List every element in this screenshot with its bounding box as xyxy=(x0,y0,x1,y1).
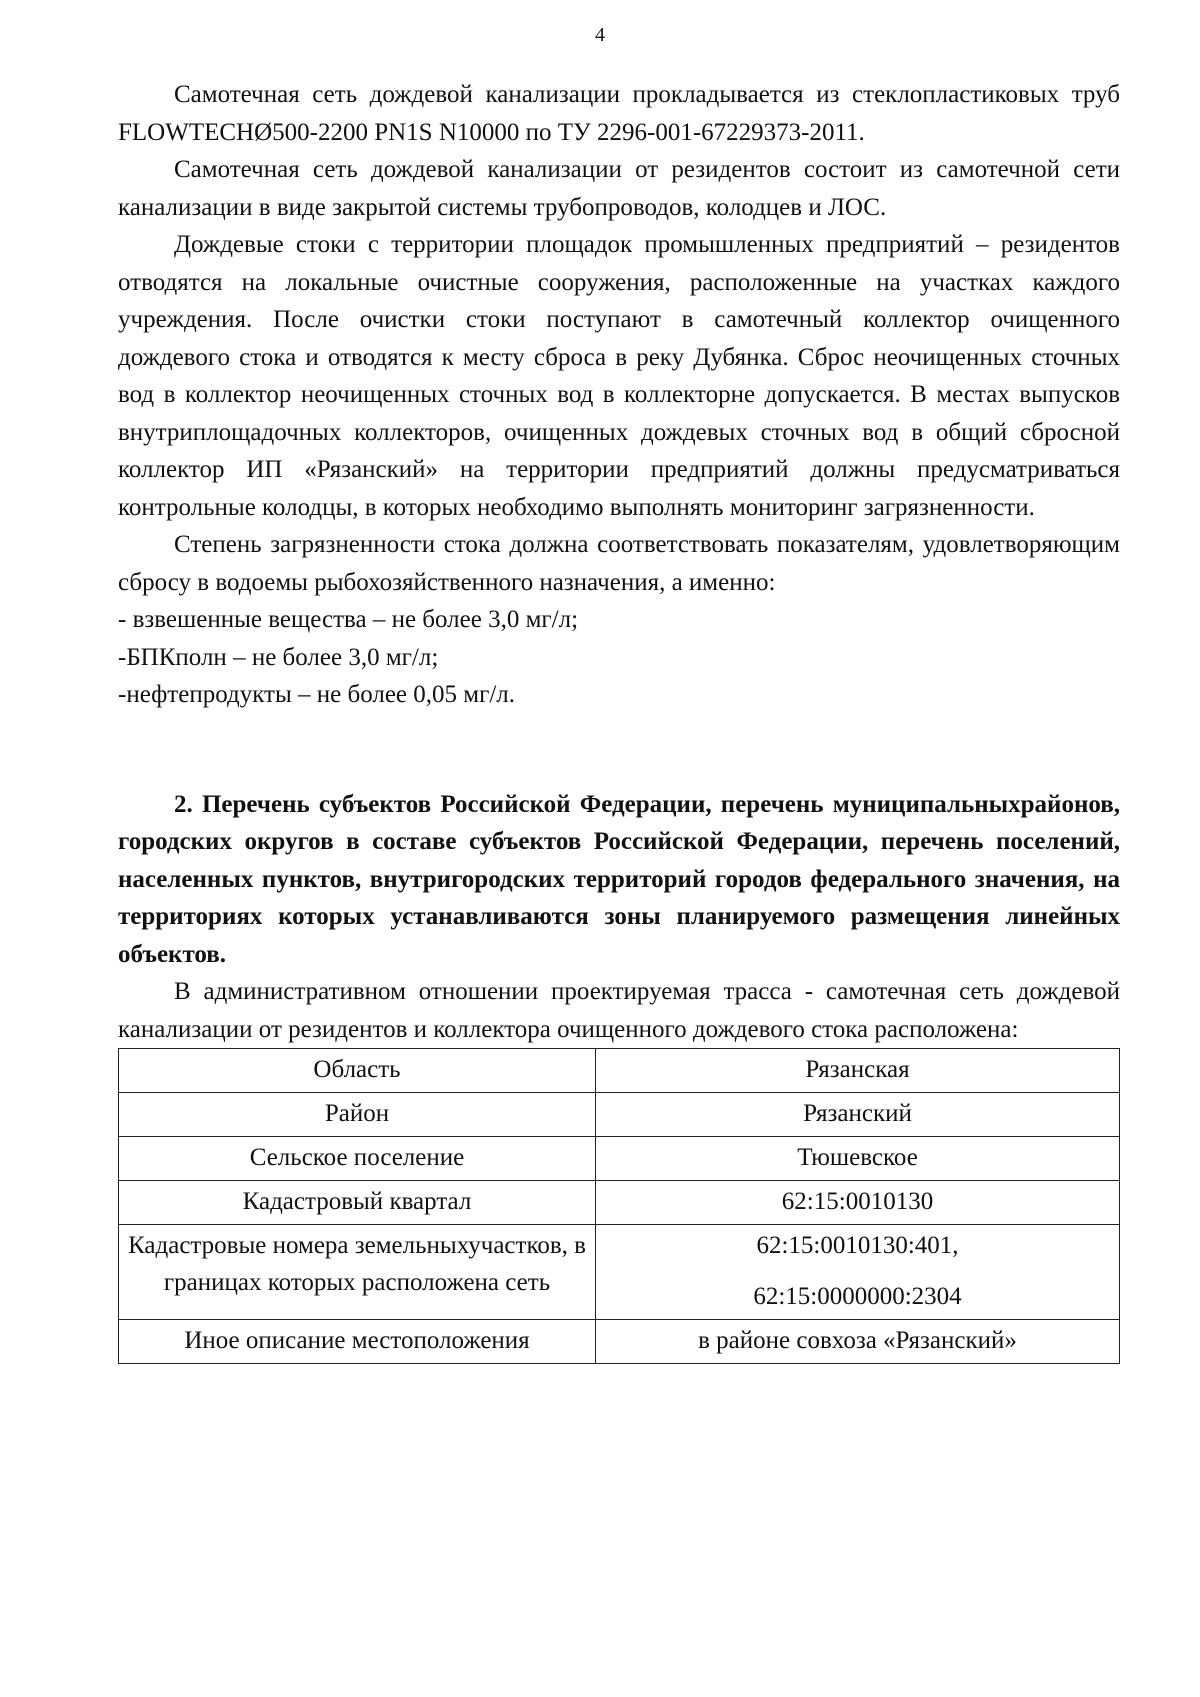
table-label-cell: Сельское поселение xyxy=(119,1137,596,1181)
paragraph-pollution-degree: Степень загрязненности стока должна соответствовать показателям, удовлетворяющим сбросу в водоемы рыбохозяйственного назначения, а именно: xyxy=(118,531,1120,596)
paragraph-pipe-material: Самотечная сеть дождевой канализации прокладывается из стеклопластиковых труб FLOWTECHØ500-2200 PN1S N10000 по ТУ 2296-001-67229373-2011. xyxy=(118,81,1120,146)
table-value-cell xyxy=(596,1320,1120,1364)
table-label-cell: Район xyxy=(119,1093,596,1137)
list-item: - взвешенные вещества – не более 3,0 мг/л; xyxy=(118,606,579,633)
table-row xyxy=(119,1137,1120,1181)
table-value: 62:15:0010130:401, xyxy=(756,1232,959,1259)
table-value: 62:15:0010130 xyxy=(781,1188,934,1215)
table-value: Тюшевское xyxy=(797,1144,918,1171)
table-row xyxy=(119,1181,1120,1225)
table-row xyxy=(119,1320,1120,1364)
pollution-limits-list xyxy=(118,601,1120,714)
paragraph-runoff-treatment: Дождевые стоки с территории площадок промышленных предприятий – резидентов отводятся на локальные очистные сооружения, расположенные на участках каждого учреждения. После очистки стоки поступают в самотечный коллектор очищенного дождевого стока и отводятся к месту сброса в реку Дубянка. Сброс неочищенных сточных вод в коллектор неочищенных сточных вод в коллекторне допускается. В местах выпусков внутриплощадочных коллекторов, очищенных дождевых сточных вод в общий сбросной коллектор ИП «Рязанский» на территории предприятий должны предусматриваться контрольные колодцы, в которых необходимо выполнять мониторинг загрязненности. xyxy=(118,231,1120,521)
table-label-cell: Область xyxy=(119,1049,596,1093)
table-value-cell xyxy=(596,1093,1120,1137)
admin-location-table xyxy=(118,1048,1120,1364)
table-row xyxy=(119,1093,1120,1137)
table-row xyxy=(119,1049,1120,1093)
document-body xyxy=(118,76,1120,1364)
section-heading: 2. Перечень субъектов Российской Федерации, перечень муниципальныхрайонов, городских округов в составе субъектов Российской Федерации, перечень поселений, населенных пунктов, внутригородских территорий городов федерального значения, на территориях которых устанавливаются зоны планируемого размещения линейных объектов. xyxy=(118,790,1120,968)
table-value-cell xyxy=(596,1225,1120,1320)
paragraph-network-composition: Самотечная сеть дождевой канализации от резидентов состоит из самотечной сети канализации в виде закрытой системы трубопроводов, колодцев и ЛОС. xyxy=(118,156,1120,221)
table-label-cell: Иное описание местоположения xyxy=(119,1320,596,1364)
table-value: в районе совхоза «Рязанский» xyxy=(698,1327,1017,1354)
table-value-cell xyxy=(596,1049,1120,1093)
table-row xyxy=(119,1225,1120,1320)
page-number: 4 xyxy=(595,24,605,46)
table-value: Рязанская xyxy=(805,1056,910,1083)
table-label-cell: Кадастровые номера земельныхучастков, в границах которых расположена сеть xyxy=(119,1225,596,1320)
table-value: 62:15:0000000:2304 xyxy=(753,1283,962,1310)
list-item: -БПКполн – не более 3,0 мг/л; xyxy=(118,643,439,671)
table-value: Рязанский xyxy=(803,1100,912,1127)
table-value-cell xyxy=(596,1181,1120,1225)
table-value-cell xyxy=(596,1137,1120,1181)
table-label-cell: Кадастровый квартал xyxy=(119,1181,596,1225)
list-item: -нефтепродукты – не более 0,05 мг/л. xyxy=(118,681,516,708)
paragraph-admin-location: В административном отношении проектируемая трасса - самотечная сеть дождевой канализации от резидентов и коллектора очищенного дождевого стока расположена: xyxy=(118,978,1120,1043)
